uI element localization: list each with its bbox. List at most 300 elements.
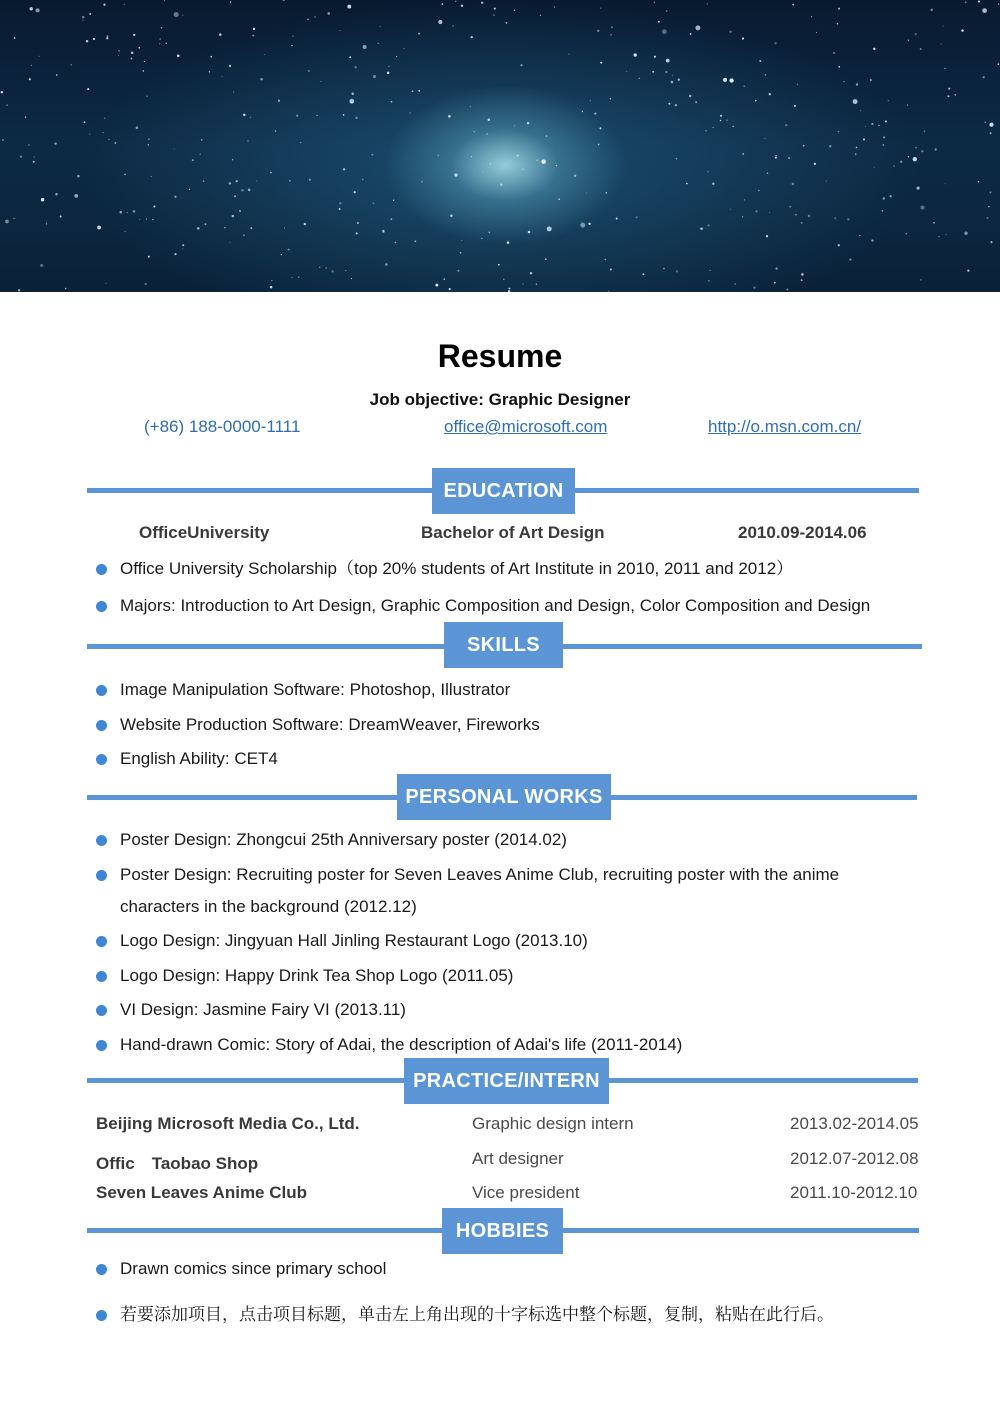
star (415, 240, 417, 242)
star (233, 92, 234, 93)
bullet-dot (96, 835, 107, 846)
star (25, 116, 26, 117)
star (82, 16, 85, 19)
star (541, 159, 546, 164)
star (412, 90, 414, 92)
star (735, 283, 736, 284)
star (908, 156, 909, 157)
star (234, 195, 236, 197)
email-link[interactable]: office@microsoft.com (444, 417, 608, 436)
star (84, 121, 86, 123)
star (131, 58, 133, 60)
star (435, 284, 438, 287)
star (616, 218, 618, 220)
website-link[interactable]: http://o.msn.com.cn/ (708, 417, 862, 436)
star (528, 231, 531, 234)
star (913, 157, 917, 161)
star (707, 171, 708, 172)
star (243, 114, 246, 117)
star (296, 115, 298, 117)
star (356, 232, 358, 234)
star (797, 84, 798, 85)
star (556, 165, 558, 167)
star (530, 272, 532, 274)
star (31, 65, 32, 66)
star (705, 130, 707, 132)
star (708, 280, 710, 282)
star (961, 29, 963, 31)
star (270, 172, 271, 173)
star (205, 223, 207, 225)
star (309, 179, 311, 181)
star (474, 131, 475, 132)
star (678, 79, 680, 81)
star (146, 219, 147, 220)
star (471, 156, 472, 157)
education-heading: EDUCATION (432, 468, 575, 514)
star (124, 4, 125, 5)
list-item: 若要添加项目，点击项目标题，单击左上角出现的十字标选中整个标题，复制，粘贴在此行后。 (96, 1299, 920, 1331)
star (144, 61, 145, 62)
star (470, 106, 471, 107)
star (481, 238, 482, 239)
star (136, 126, 139, 129)
star (229, 242, 230, 243)
star (520, 64, 522, 66)
star (380, 26, 381, 27)
star (838, 8, 840, 10)
star (775, 157, 777, 159)
bullet-dot (96, 1264, 107, 1275)
star (945, 234, 946, 235)
star (461, 5, 463, 7)
star (108, 139, 109, 140)
star (769, 212, 770, 213)
star (292, 35, 293, 36)
resume-title: Resume (437, 338, 563, 374)
star (987, 217, 989, 219)
star (668, 103, 670, 105)
bullet-dot (96, 870, 107, 881)
star (224, 227, 225, 228)
star (248, 189, 251, 192)
education-period: 2010.09-2014.06 (738, 523, 867, 542)
star (264, 54, 265, 55)
practice-role: Art designer (472, 1149, 564, 1168)
star (203, 180, 205, 182)
star (729, 78, 733, 82)
star (349, 56, 351, 58)
star (808, 215, 811, 218)
star (164, 0, 165, 1)
star (114, 142, 116, 144)
list-item: Logo Design: Happy Drink Tea Shop Logo (2011.05) (96, 960, 920, 992)
star (652, 71, 654, 73)
star (527, 122, 529, 124)
star (878, 125, 879, 126)
star (871, 123, 873, 125)
star (833, 52, 835, 54)
star (448, 115, 451, 118)
star (765, 74, 767, 76)
practice-period: 2013.02-2014.05 (790, 1114, 919, 1133)
star (159, 43, 160, 44)
star (663, 268, 664, 269)
star (382, 231, 384, 233)
star (281, 254, 282, 255)
star (671, 81, 674, 84)
star (853, 99, 858, 104)
bullet-dot (96, 564, 107, 575)
star (856, 83, 858, 85)
star (146, 95, 148, 97)
star (103, 132, 104, 133)
star (300, 142, 301, 143)
bullet-dot (96, 936, 107, 947)
star (843, 81, 845, 83)
star (482, 171, 483, 172)
star (998, 3, 999, 4)
star (339, 202, 341, 204)
list-item: Website Production Software: DreamWeaver, Fireworks (96, 709, 920, 741)
star (863, 139, 865, 141)
star (391, 101, 393, 103)
star (182, 248, 183, 249)
star (395, 242, 397, 244)
practice-heading: PRACTICE/INTERN (404, 1058, 609, 1104)
star (349, 99, 354, 104)
list-item: Poster Design: Recruiting poster for Seven Leaves Anime Club, recruiting poster with the anime characters in the background (2012.12) (96, 859, 900, 923)
star (590, 100, 591, 101)
star (201, 139, 203, 141)
star (920, 48, 922, 50)
star (654, 56, 656, 58)
star (33, 161, 35, 163)
star (93, 38, 95, 40)
star (523, 283, 524, 284)
star (209, 71, 210, 72)
star (608, 291, 609, 292)
star (104, 117, 106, 119)
star (580, 223, 585, 228)
star (36, 8, 40, 12)
star (308, 70, 310, 72)
star (486, 133, 488, 135)
practice-period: 2012.07-2012.08 (790, 1149, 919, 1168)
star (86, 40, 88, 42)
star (917, 187, 920, 190)
star (536, 159, 538, 161)
star (708, 224, 710, 226)
star (606, 192, 608, 194)
star (545, 135, 547, 137)
star (545, 258, 547, 260)
star (675, 104, 677, 106)
star (498, 264, 500, 266)
list-item: Hand-drawn Comic: Story of Adai, the description of Adai's life (2011-2014) (96, 1029, 920, 1061)
star (124, 231, 125, 232)
star (990, 132, 992, 134)
star (2, 139, 4, 141)
star (30, 7, 33, 10)
star (443, 278, 445, 280)
star (920, 279, 921, 280)
star (801, 273, 803, 275)
star (964, 232, 967, 235)
star (933, 222, 935, 224)
star (159, 38, 161, 40)
star (418, 33, 420, 35)
star (87, 88, 89, 90)
star (56, 74, 58, 76)
star (989, 123, 993, 127)
star (55, 193, 57, 195)
star (965, 1, 967, 3)
star (666, 59, 670, 63)
list-item: Office University Scholarship（top 20% students of Art Institute in 2010, 2011 and 2012） (96, 553, 920, 585)
star (890, 195, 892, 197)
star (893, 165, 894, 166)
star (441, 3, 443, 5)
star (437, 155, 439, 157)
star (755, 210, 757, 212)
star (461, 240, 462, 241)
star (371, 154, 373, 156)
star (611, 26, 613, 28)
star (278, 100, 280, 102)
star (148, 144, 149, 145)
bullet-dot (96, 1005, 107, 1016)
star (720, 115, 722, 117)
star (120, 211, 122, 213)
star (743, 85, 745, 87)
star (940, 43, 941, 44)
list-item: VI Design: Jasmine Fairy VI (2013.11) (96, 994, 920, 1026)
list-item: Poster Design: Zhongcui 25th Anniversary poster (2014.02) (96, 824, 920, 856)
star (930, 9, 933, 12)
star (885, 120, 887, 122)
star (998, 63, 1000, 65)
star (378, 43, 379, 44)
star (339, 208, 341, 210)
star (38, 56, 39, 57)
star (143, 70, 144, 71)
star (490, 163, 491, 164)
star (339, 30, 340, 31)
star (990, 241, 992, 243)
star (471, 36, 473, 38)
star (118, 55, 119, 56)
education-school: OfficeUniversity (139, 523, 270, 542)
star (695, 25, 700, 30)
star (250, 117, 252, 119)
star (588, 223, 590, 225)
star (210, 56, 212, 58)
star (759, 60, 761, 62)
star (493, 14, 495, 16)
star (871, 239, 873, 241)
star (373, 75, 376, 78)
star (907, 105, 908, 106)
star (540, 15, 541, 16)
star (314, 16, 315, 17)
star (642, 273, 644, 275)
star (600, 7, 601, 8)
star (457, 270, 459, 272)
star (582, 111, 583, 112)
star (327, 12, 330, 15)
star (373, 203, 375, 205)
practice-period: 2011.10-2012.10 (790, 1183, 918, 1202)
star (775, 267, 777, 269)
star (29, 78, 31, 80)
star (127, 212, 128, 213)
star (658, 21, 660, 23)
star (298, 276, 299, 277)
star (943, 26, 944, 27)
star (252, 35, 254, 37)
star (789, 206, 791, 208)
star (838, 131, 839, 132)
star (145, 283, 147, 285)
star (639, 78, 640, 79)
star (753, 286, 755, 288)
star (275, 130, 277, 132)
star (792, 4, 794, 6)
star (345, 270, 346, 271)
star (488, 118, 491, 121)
star (662, 29, 667, 34)
star (343, 114, 345, 116)
star (421, 181, 423, 183)
star (787, 289, 789, 291)
star (834, 217, 836, 219)
star (938, 236, 939, 237)
star (192, 159, 194, 161)
star (103, 3, 105, 5)
star (307, 19, 309, 21)
star (665, 71, 667, 73)
star (883, 197, 885, 199)
star (508, 290, 510, 292)
star (151, 176, 152, 177)
star (605, 259, 607, 261)
star (438, 20, 442, 24)
star (232, 215, 234, 217)
star (856, 147, 858, 149)
star (131, 52, 134, 55)
star (182, 244, 184, 246)
star (883, 136, 885, 138)
star (1, 91, 3, 93)
star (847, 218, 849, 220)
bullet-dot (96, 754, 107, 765)
star (230, 1, 231, 2)
star (284, 228, 285, 229)
star (507, 241, 510, 244)
bullet-dot (96, 720, 107, 731)
list-item: Image Manipulation Software: Photoshop, Illustrator (96, 674, 920, 706)
star (391, 218, 393, 220)
star (82, 19, 83, 20)
practice-role: Vice president (472, 1183, 580, 1202)
star (775, 155, 776, 156)
star (97, 226, 101, 230)
star (271, 280, 272, 281)
star (710, 270, 711, 271)
star (388, 66, 389, 67)
star (870, 79, 872, 81)
star (270, 286, 273, 289)
star (222, 76, 223, 77)
star (597, 30, 599, 32)
star (229, 182, 232, 185)
star (905, 233, 907, 235)
star (488, 232, 490, 234)
star (723, 78, 727, 82)
star (106, 37, 108, 39)
bullet-dot (96, 1040, 107, 1051)
star (357, 222, 359, 224)
star (915, 33, 917, 35)
header-banner-image (0, 0, 1000, 292)
star (801, 279, 803, 281)
bullet-dot (96, 971, 107, 982)
practice-org: Beijing Microsoft Media Co., Ltd. (96, 1114, 360, 1133)
star (795, 214, 797, 216)
star (742, 216, 743, 217)
star (720, 120, 721, 121)
star (774, 42, 776, 44)
star (514, 10, 515, 11)
star (610, 34, 612, 36)
star (355, 117, 357, 119)
star (13, 218, 14, 219)
star (161, 27, 163, 29)
star (522, 169, 524, 171)
phone-number: (+86) 188-0000-1111 (144, 417, 301, 436)
star (494, 8, 496, 10)
star (982, 8, 987, 13)
star (767, 172, 768, 173)
star (686, 183, 688, 185)
star (387, 72, 389, 74)
star (908, 40, 909, 41)
star (124, 174, 126, 176)
star (385, 263, 387, 265)
star (60, 216, 62, 218)
star (133, 34, 135, 36)
star (325, 267, 327, 269)
star (801, 222, 803, 224)
star (505, 22, 507, 24)
star (676, 158, 677, 159)
list-item: Drawn comics since primary school (96, 1253, 920, 1285)
star (594, 113, 596, 115)
star (672, 75, 673, 76)
star (865, 126, 866, 127)
star (574, 175, 576, 177)
star (634, 53, 637, 56)
hobbies-heading: HOBBIES (442, 1208, 563, 1254)
star (74, 194, 78, 198)
star (200, 154, 201, 155)
star (177, 55, 180, 58)
star (403, 48, 404, 49)
star (14, 37, 16, 39)
star (243, 234, 245, 236)
star (954, 94, 956, 96)
